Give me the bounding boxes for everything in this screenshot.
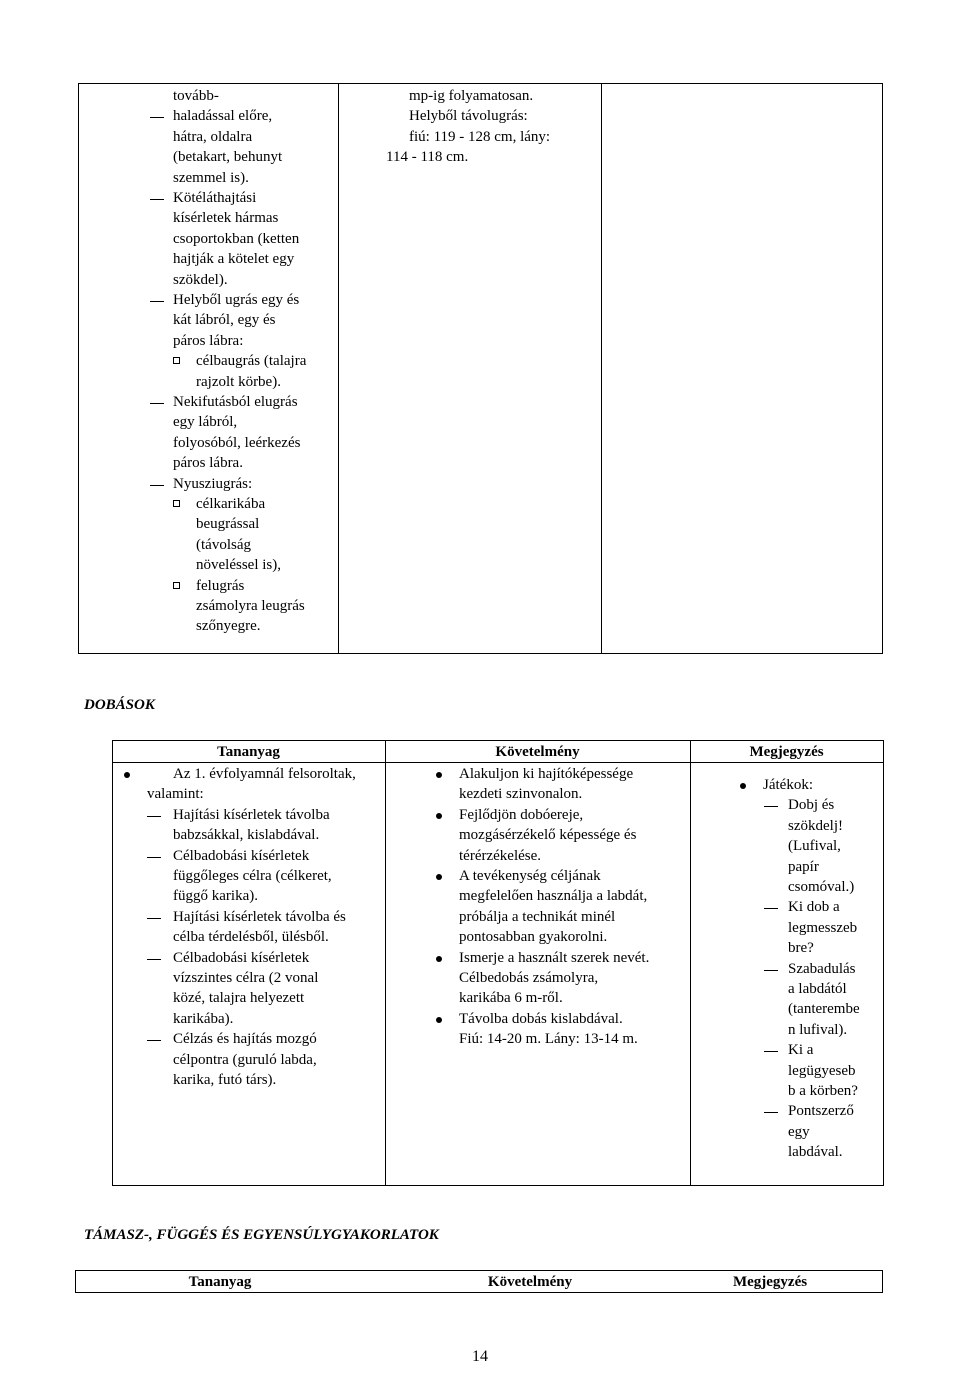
dobasok-divider-2 [690, 740, 691, 1186]
list-item-text: szemmel is). [173, 169, 249, 186]
list-item-text: Fejlődjön dobóereje, [459, 806, 584, 823]
dobasok-header-megjegyzes: Megjegyzés [749, 744, 824, 760]
list-item-text: labdával. [788, 1144, 843, 1161]
top-table-border-top [78, 83, 883, 84]
list-item-text: mozgásérzékelő képessége és [459, 827, 637, 844]
list-item-text: Szabadulás [788, 960, 856, 977]
list-item-text: egy [788, 1123, 810, 1140]
list-item-text: célba térdelésből, ülésből. [173, 929, 329, 946]
list-item-text: Alakuljon ki hajítóképessége [459, 766, 634, 782]
dobasok-border-bottom [112, 1185, 884, 1186]
round-bullet-icon [124, 772, 130, 778]
dash-bullet-icon [150, 403, 164, 404]
list-item-text: Célzás és hajítás mozgó [173, 1031, 317, 1048]
dash-bullet-icon [150, 301, 164, 302]
list-item-text: zsámolyra leugrás [196, 598, 305, 614]
list-item-text: Játékok: [763, 777, 813, 793]
round-bullet-icon [436, 956, 442, 962]
list-item-text: célbaugrás (talajra [196, 353, 307, 370]
list-item-text: Fiú: 14-20 m. Lány: 13-14 m. [459, 1031, 638, 1048]
list-item-text: függő karika). [173, 888, 258, 905]
tamasz-border-left [75, 1270, 76, 1293]
list-item-text: célpontra (guruló labda, [173, 1051, 317, 1068]
list-item-text: hátra, oldalra [173, 128, 253, 145]
list-item-text: folyosóból, leérkezés [173, 434, 301, 451]
kovetelmeny-line: fiú: 119 - 128 cm, lány: [409, 128, 551, 145]
page-number: 14 [472, 1348, 488, 1365]
list-item-text: felugrás [196, 577, 245, 594]
top-table-divider-1 [338, 83, 339, 654]
square-bullet-icon [173, 500, 180, 507]
tamasz-header-tananyag: Tananyag [188, 1274, 252, 1290]
dobasok-border-right [883, 740, 884, 1186]
list-item-text: legügyeseb [788, 1062, 856, 1079]
round-bullet-icon [436, 772, 442, 778]
list-item-text: (távolság [196, 536, 251, 553]
list-item-text: szőnyegre. [196, 618, 261, 635]
list-item-text: A tevékenység céljának [459, 868, 601, 884]
dash-bullet-icon [764, 908, 778, 909]
dash-bullet-icon [147, 918, 161, 919]
list-item-text: függőleges célra (célkeret, [173, 868, 332, 884]
dash-bullet-icon [764, 1112, 778, 1113]
list-item-text: bre? [788, 940, 814, 957]
round-bullet-icon [436, 813, 442, 819]
list-item-text: n lufival). [788, 1021, 848, 1038]
top-table-divider-2 [601, 83, 602, 654]
list-item-text: (Lufival, [788, 838, 841, 855]
dash-bullet-icon [147, 816, 161, 817]
list-item-text: Pontszerző [788, 1103, 854, 1120]
list-item-text: valamint: [147, 786, 204, 803]
list-item-text: páros lábra: [173, 332, 244, 349]
list-item-text: a labdától [788, 981, 847, 997]
section-heading-tamasz: TÁMASZ-, FÜGGÉS ÉS EGYENSÚLYGYAKORLATOK [84, 1227, 439, 1243]
tamasz-header-kovetelmeny: Követelmény [487, 1274, 573, 1290]
top-table-border-left [78, 83, 79, 654]
list-item-text: Célbedobás zsámolyra, [459, 970, 599, 986]
kovetelmeny-line: mp-ig folyamatosan. [409, 88, 534, 104]
dobasok-border-top [112, 740, 884, 741]
top-table-border-right [882, 83, 883, 654]
list-item-text: (betakart, behunyt [173, 149, 283, 166]
dobasok-header-tananyag: Tananyag [217, 744, 280, 760]
list-item-text: növeléssel is), [196, 557, 281, 574]
square-bullet-icon [173, 357, 180, 364]
list-item-text: Helyből ugrás egy és [173, 292, 300, 308]
list-item-text: megfelelően használja a labdát, [459, 888, 648, 905]
tamasz-header-megjegyzes: Megjegyzés [732, 1274, 808, 1290]
list-item-text: tovább- [173, 88, 219, 104]
dash-bullet-icon [147, 959, 161, 960]
list-item-text: karikába 6 m-ről. [459, 990, 563, 1007]
list-item-text: közé, talajra helyezett [173, 990, 305, 1007]
list-item-text: Nekifutásból elugrás [173, 394, 298, 410]
list-item-text: karika, futó társ). [173, 1072, 277, 1088]
list-item-text: Hajítási kísérletek távolba [173, 806, 330, 823]
kovetelmeny-line: 114 - 118 cm. [386, 149, 469, 166]
list-item-text: Ismerje a használt szerek nevét. [459, 949, 650, 966]
list-item-text: haladással előre, [173, 108, 273, 125]
list-item-text: Az 1. évfolyamnál felsoroltak, [173, 766, 356, 782]
list-item-text: rajzolt körbe). [196, 373, 281, 390]
list-item-text: Ki a [788, 1042, 814, 1059]
list-item-text: csoportokban (ketten [173, 230, 300, 247]
section-heading-dobasok: DOBÁSOK [84, 697, 155, 713]
list-item-text: kát lábról, egy és [173, 312, 276, 329]
list-item-text: Kötéláthajtási [173, 190, 257, 206]
list-item-text: hajtják a kötelet egy [173, 251, 295, 268]
list-item-text: Célbadobási kísérletek [173, 949, 310, 966]
kovetelmeny-line: Helyből távolugrás: [409, 108, 528, 125]
list-item-text: próbálja a technikát minél [459, 908, 616, 925]
tamasz-border-top [75, 1270, 883, 1271]
dash-bullet-icon [764, 1051, 778, 1052]
list-item-text: (tanterembe [788, 1001, 860, 1018]
list-item-text: Ki dob a [788, 899, 840, 916]
list-item-text: b a körben? [788, 1083, 858, 1099]
list-item-text: célkarikába [196, 496, 266, 512]
dash-bullet-icon [147, 857, 161, 858]
list-item-text: pontosabban gyakorolni. [459, 929, 608, 946]
list-item-text: Célbadobási kísérletek [173, 847, 310, 864]
dash-bullet-icon [150, 485, 164, 486]
list-item-text: szökdel). [173, 271, 228, 288]
list-item-text: legmesszeb [788, 919, 858, 936]
round-bullet-icon [740, 783, 746, 789]
list-item-text: kísérletek hármas [173, 210, 279, 227]
list-item-text: kezdeti szinvonalon. [459, 786, 583, 803]
round-bullet-icon [436, 1017, 442, 1023]
list-item-text: vízszintes célra (2 vonal [173, 970, 319, 986]
list-item-text: Dobj és [788, 797, 835, 814]
list-item-text: Hajítási kísérletek távolba és [173, 908, 346, 925]
list-item-text: egy lábról, [173, 414, 238, 431]
dash-bullet-icon [150, 199, 164, 200]
top-table-border-bottom [78, 653, 883, 654]
dash-bullet-icon [147, 1040, 161, 1041]
square-bullet-icon [173, 582, 180, 589]
list-item-text: szökdelj! [788, 817, 843, 834]
tamasz-border-right [882, 1270, 883, 1293]
dobasok-divider-1 [385, 740, 386, 1186]
list-item-text: papír [788, 858, 819, 875]
dobasok-border-left [112, 740, 113, 1186]
list-item-text: beugrással [196, 516, 260, 533]
dash-bullet-icon [764, 806, 778, 807]
list-item-text: babzsákkal, kislabdával. [173, 827, 320, 844]
round-bullet-icon [436, 874, 442, 880]
list-item-text: Nyusziugrás: [173, 475, 253, 492]
dash-bullet-icon [764, 970, 778, 971]
list-item-text: karikába). [173, 1010, 234, 1027]
dash-bullet-icon [150, 117, 164, 118]
list-item-text: páros lábra. [173, 455, 243, 472]
dobasok-header-kovetelmeny: Követelmény [495, 744, 580, 760]
list-item-text: térérzékelése. [459, 847, 542, 864]
list-item-text: csomóval.) [788, 879, 855, 895]
list-item-text: Távolba dobás kislabdával. [459, 1010, 623, 1027]
